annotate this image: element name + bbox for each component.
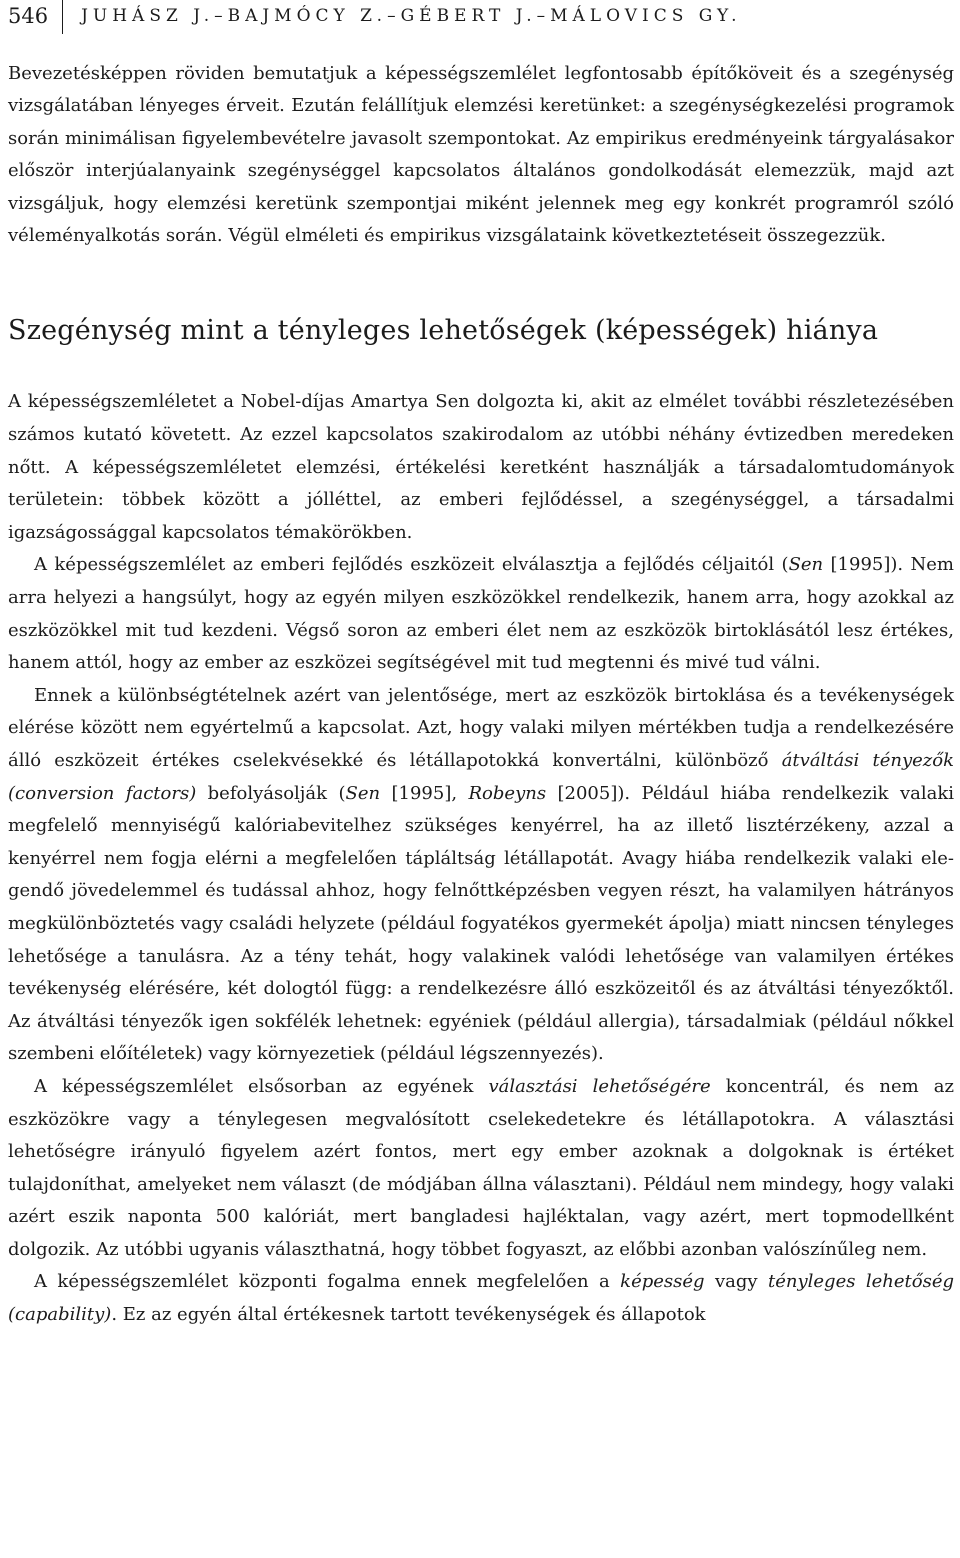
- paragraph-5: [8, 1266, 954, 1331]
- paragraph-4-text-a: A képességszemlélet elsősorban az egyének: [34, 1075, 489, 1097]
- page-number: 546: [8, 0, 63, 34]
- paragraph-2-emphasis: Sen: [788, 554, 824, 576]
- paragraph-5-text-a: A képességszemlélet központi fogalma ennek megfelelően a: [34, 1271, 621, 1293]
- paragraph-3-text-c: [1995],: [380, 782, 469, 804]
- paragraph-3-emphasis-b: Sen: [345, 782, 381, 804]
- paragraph-2-text-b: [1995]). Nem arra helyezi a hangsúlyt, hogy az egyén milyen eszközökkel rendelkezik, hanem arra, hogy azokkal az eszközökkel mit tud kezdeni. Végső soron az emberi élet nem az eszközök birtoklásától lesz értékes, hanem attól, hogy az ember az eszközei segítségével mit tud megtenni és mivé tud válni.: [8, 554, 954, 674]
- paragraph-5-emphasis-b: tényleges lehetőség (capability): [8, 1271, 955, 1326]
- paragraph-5-text-b: vagy: [704, 1271, 768, 1293]
- running-head: [8, 0, 954, 44]
- paragraph-5-emphasis-a: képesség: [620, 1271, 705, 1293]
- paragraph-4-text-b: koncentrál, és nem az eszközökre vagy a ténylegesen megvalósított cselekedetekre és létállapotokra. A választási lehetőségre irányuló figyelem azért fontos, mert egy ember azoknak a dolgoknak is értéket tulajdoníthat, amelyeket nem választ (de módjában állna választani). Például nem mindegy, hogy valaki azért eszik naponta 500 kalóriát, mert bangladesi hajléktalan, vagy azért, mert topmodellként dolgozik. Az utóbbi ugyanis választhatná, hogy többet fogyaszt, az előbbi azonban valószínűleg nem.: [8, 1075, 954, 1260]
- paragraph-2-text-a: A képességszemlélet az emberi fejlődés eszközeit elválasztja a fejlődés céljaitól (: [34, 554, 789, 576]
- section-heading: Szegénység mint a tényleges lehetőségek (képességek) hiánya: [8, 315, 879, 347]
- paragraph-4: [8, 1071, 954, 1267]
- paragraph-3-text-b: befolyásolják (: [196, 782, 346, 804]
- paragraph-3-text-a: Ennek a különbségtételnek azért van jelentősége, mert az eszközök birtoklása és a tevékenységek elérése között nem egyértelmű a kapcsolat. Azt, hogy valaki milyen mértékben tudja a rendelkezésére álló eszközeit értékes cselekvésekké és létállapotokká konvertálni, különböző: [8, 684, 954, 771]
- paragraph-4-emphasis: választási lehetőségére: [488, 1075, 711, 1097]
- running-head-authors: JUHÁSZ J.–BAJMÓCY Z.–GÉBERT J.–MÁLOVICS GY.: [81, 6, 742, 26]
- intro-paragraph: Bevezetésképpen röviden bemutatjuk a képességszemlélet legfontosabb építőköveit és a szegénység vizsgálatában lényeges érveit. Ezután felállítjuk elemzési keretünket: a szegénységkezelési programok során minimálisan figyelembevételre javasolt szempontokat. Az empirikus eredményeink tárgyalásakor először interjúalanyaink szegénységgel kapcsolatos általános gondolkodását elemezzük, majd azt vizsgáljuk, hogy elemzési keretünk szempontjai miként jelennek meg egy konkrét programról szóló véleményalkotás során. Végül elméleti és empirikus vizsgálataink következtetéseit összegezzük.: [8, 63, 954, 247]
- paragraph-3-text-d: [2005]). Például hiába rendelkezik valaki megfelelő mennyiségű kalóriabevitelhez szükséges kenyérrel, ha az illető lisztérzékeny, azzal a kenyérrel nem fogja elérni a megfelelően tápláltság létállapotát. Avagy hiába rendelkezik valaki elegendő jövedelemmel és tudással ahhoz, hogy felnőttképzésben vegyen részt, ha valamilyen hátrányos megkülönböztetés vagy családi helyzete (például fogyatékos gyermekét ápolja) miatt nincsen tényleges lehetősége a tanulásra. Az a tény tehát, hogy valakinek valódi lehetősége van valamilyen értékes tevékenység elérésére, két dologtól függ: a rendelkezésre álló eszközeitől és az átváltási tényezőktől. Az átváltási tényezők igen sokfélék lehetnek: egyéniek (például allergia), társadalmiak (például nőkkel szembeni előítéletek) vagy környezetiek (például légszennyezés).: [8, 782, 954, 1065]
- paragraph-2: [8, 549, 954, 679]
- paragraph-3: [8, 680, 954, 1071]
- paragraph-3-emphasis-c: Robeyns: [468, 782, 547, 804]
- paragraph-1: A képességszemléletet a Nobel-díjas Amartya Sen dolgozta ki, akit az elmélet további részletezésében számos kutató követett. Az ezzel kapcsolatos szakirodalom az utóbbi néhány évtizedben meredeken nőtt. A képességszemléletet elemzési, értékelési keretként használják a társadalomtudományok területein: többek között a jólléttel, az emberi fejlődéssel, a szegénységgel, a társadalmi igazságossággal kapcsolatos témakörökben.: [8, 391, 954, 543]
- paragraph-3-emphasis-a: átváltási tényezők (conversion factors): [8, 749, 954, 804]
- paragraph-5-text-c: . Ez az egyén által értékesnek tartott tevékenységek és állapotok: [111, 1304, 706, 1326]
